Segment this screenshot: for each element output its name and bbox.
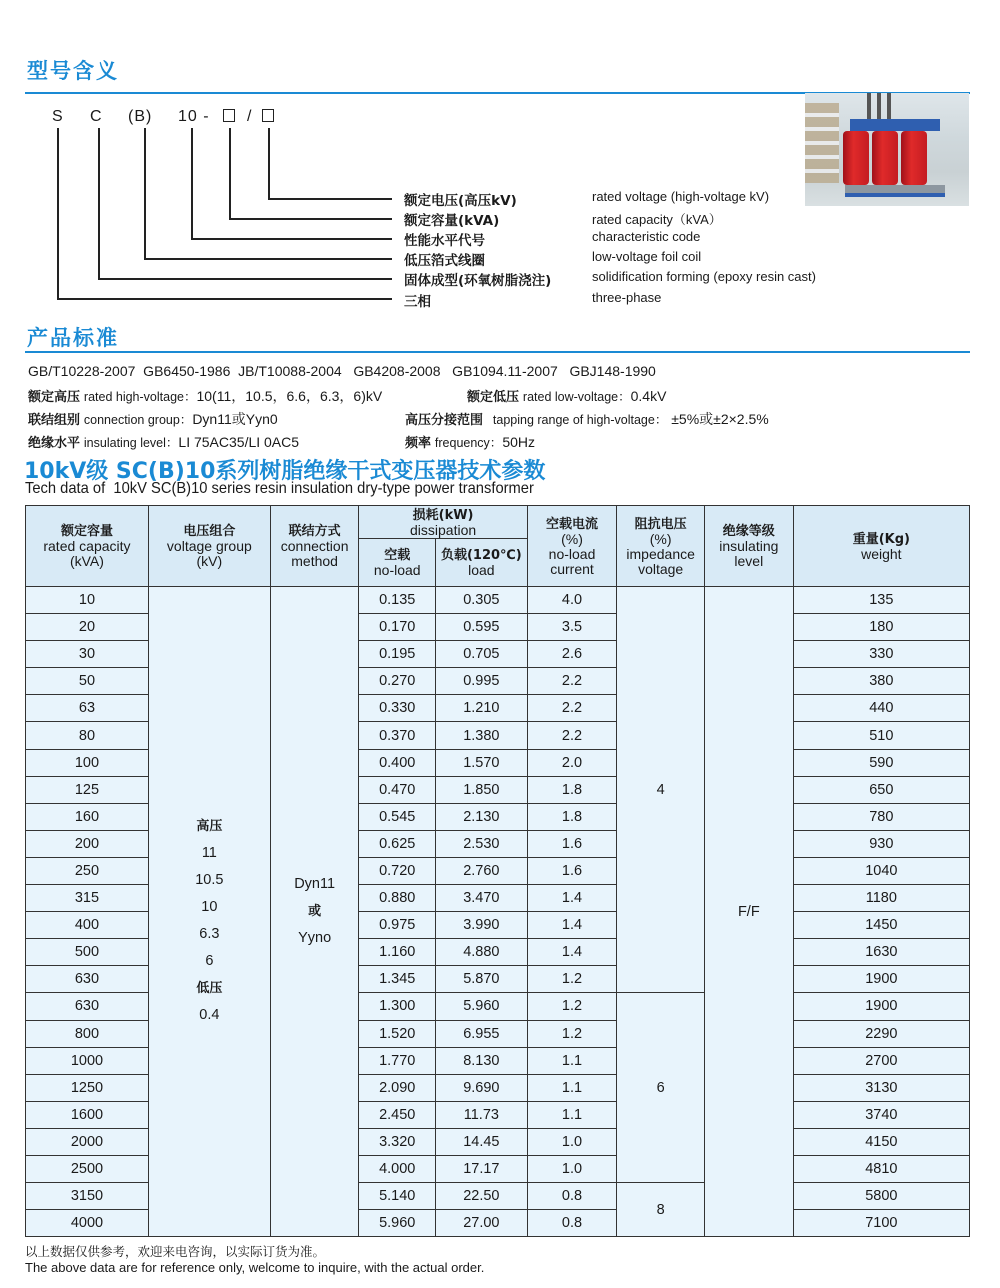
voltage-group-line: 10 [201,898,218,915]
cell-noload-current: 2.0 [527,749,617,776]
cell-capacity: 315 [26,885,149,912]
cell-capacity: 500 [26,939,149,966]
cell-impedance: 6 [617,993,705,1183]
cell-load-loss: 5.870 [436,966,528,993]
cell-noload-current: 1.2 [527,993,617,1020]
cell-noload-loss: 0.270 [359,668,436,695]
cell-noload-loss: 0.545 [359,803,436,830]
cell-noload-current: 1.2 [527,1020,617,1047]
cell-capacity: 160 [26,803,149,830]
header-connection: 联结方式 connection method [270,506,359,587]
header-voltage-group: 电压组合 voltage group (kV) [148,506,270,587]
cell-weight: 440 [793,695,969,722]
cell-load-loss: 2.130 [436,803,528,830]
cell-capacity: 1600 [26,1101,149,1128]
legend-en-solidification: solidification forming (epoxy resin cast) [592,269,816,284]
spec-frequency: 频率 frequency：50Hz [405,434,535,451]
cell-noload-current: 1.1 [527,1101,617,1128]
transformer-photo [805,93,969,206]
header-noload: 空载 no-load [359,539,436,587]
cell-weight: 5800 [793,1183,969,1210]
cell-noload-loss: 3.320 [359,1128,436,1155]
cell-noload-loss: 1.770 [359,1047,436,1074]
voltage-group-line: 6.3 [199,925,220,942]
model-code [0,108,300,128]
cell-load-loss: 1.380 [436,722,528,749]
cell-load-loss: 11.73 [436,1101,528,1128]
cell-weight: 180 [793,614,969,641]
cell-weight: 1040 [793,857,969,884]
legend-en-rated-voltage: rated voltage (high-voltage kV) [592,189,770,204]
cell-load-loss: 3.990 [436,912,528,939]
cell-capacity: 800 [26,1020,149,1047]
cell-load-loss: 3.470 [436,885,528,912]
code-s: S [52,108,64,125]
legend-cn-rated-capacity: 额定容量(kVA) [404,213,500,229]
tech-data-table [25,505,970,1237]
header-capacity: 额定容量 rated capacity (kVA) [26,506,149,587]
connection-line: 或 [308,904,322,920]
code-slash: / [247,108,253,125]
cell-load-loss: 27.00 [436,1210,528,1237]
cell-noload-current: 1.0 [527,1128,617,1155]
cell-noload-loss: 0.470 [359,776,436,803]
cell-noload-loss: 1.300 [359,993,436,1020]
cell-noload-loss: 0.370 [359,722,436,749]
cell-load-loss: 17.17 [436,1155,528,1182]
cell-capacity: 80 [26,722,149,749]
footnote-cn: 以上数据仅供参考，欢迎来电咨询，以实际订货为准。 [25,1244,326,1259]
cell-capacity: 4000 [26,1210,149,1237]
voltage-group-line: 高压 [196,818,223,834]
cell-noload-current: 1.0 [527,1155,617,1182]
cell-capacity: 20 [26,614,149,641]
cell-noload-loss: 0.135 [359,587,436,614]
voltage-group-line: 11 [201,844,217,861]
code-c: C [90,108,103,125]
cell-load-loss: 1.850 [436,776,528,803]
cell-capacity: 2000 [26,1128,149,1155]
cell-noload-loss: 2.090 [359,1074,436,1101]
cell-capacity: 63 [26,695,149,722]
cell-load-loss: 4.880 [436,939,528,966]
cell-weight: 510 [793,722,969,749]
header-weight: 重量(Kg) weight [793,506,969,587]
spec-connection-group: 联结组别 connection group：Dyn11或Yyn0 [28,411,278,428]
code-capacity-box [223,108,235,126]
cell-capacity: 630 [26,966,149,993]
cell-load-loss: 0.595 [436,614,528,641]
section-divider [25,351,970,353]
table-title-en: Tech data of 10kV SC(B)10 series resin insulation dry-type power transformer [25,480,534,497]
cell-noload-loss: 5.140 [359,1183,436,1210]
legend-cn-rated-voltage: 额定电压(高压kV) [404,193,517,209]
cell-weight: 3130 [793,1074,969,1101]
cell-capacity: 630 [26,993,149,1020]
legend-cn-solidification: 固体成型(环氧树脂浇注) [404,273,552,289]
cell-connection [270,587,359,1237]
cell-weight: 4810 [793,1155,969,1182]
section-title-standard: 产品标准 [27,326,119,350]
cell-weight: 135 [793,587,969,614]
header-dissipation: 损耗(kW) dissipation [359,506,527,539]
cell-capacity: 10 [26,587,149,614]
legend-cn-characteristic: 性能水平代号 [404,233,485,249]
cell-noload-loss: 2.450 [359,1101,436,1128]
cell-noload-loss: 1.160 [359,939,436,966]
voltage-group-line: 6 [205,952,214,969]
spec-tapping-range: 高压分接范围 tapping range of high-voltage： ±5%或±2×2.5% [405,411,769,428]
cell-capacity: 30 [26,641,149,668]
cell-noload-loss: 4.000 [359,1155,436,1182]
cell-voltage-group [148,587,270,1237]
cell-noload-current: 2.2 [527,695,617,722]
cell-load-loss: 0.995 [436,668,528,695]
cell-noload-loss: 5.960 [359,1210,436,1237]
cell-load-loss: 5.960 [436,993,528,1020]
cell-noload-current: 1.4 [527,885,617,912]
cell-noload-current: 2.6 [527,641,617,668]
cell-load-loss: 1.210 [436,695,528,722]
cell-capacity: 100 [26,749,149,776]
cell-capacity: 1250 [26,1074,149,1101]
cell-weight: 1450 [793,912,969,939]
cell-noload-loss: 0.720 [359,857,436,884]
cell-weight: 2290 [793,1020,969,1047]
cell-weight: 1180 [793,885,969,912]
cell-noload-loss: 1.345 [359,966,436,993]
cell-weight: 590 [793,749,969,776]
cell-capacity: 400 [26,912,149,939]
cell-load-loss: 0.705 [436,641,528,668]
cell-load-loss: 22.50 [436,1183,528,1210]
cell-noload-loss: 0.170 [359,614,436,641]
cell-load-loss: 6.955 [436,1020,528,1047]
cell-weight: 1900 [793,966,969,993]
cell-load-loss: 9.690 [436,1074,528,1101]
cell-weight: 7100 [793,1210,969,1237]
cell-capacity: 1000 [26,1047,149,1074]
cell-noload-current: 2.2 [527,722,617,749]
cell-noload-loss: 1.520 [359,1020,436,1047]
cell-load-loss: 1.570 [436,749,528,776]
cell-weight: 380 [793,668,969,695]
cell-noload-current: 1.1 [527,1047,617,1074]
cell-weight: 2700 [793,1047,969,1074]
footnote [25,1244,484,1276]
cell-capacity: 125 [26,776,149,803]
legend-en-three-phase: three-phase [592,290,662,305]
cell-noload-current: 1.4 [527,939,617,966]
cell-capacity: 250 [26,857,149,884]
standards-list: GB/T10228-2007 GB6450-1986 JB/T10088-2004 GB4208-2008 GB1094.11-2007 GBJ148-1990 [28,363,656,379]
cell-weight: 650 [793,776,969,803]
table-row [26,587,970,614]
code-b: (B) [128,108,153,125]
cell-noload-loss: 0.400 [359,749,436,776]
cell-insulation: F/F [704,587,793,1237]
cell-noload-current: 1.8 [527,803,617,830]
cell-noload-loss: 0.975 [359,912,436,939]
cell-noload-loss: 0.195 [359,641,436,668]
legend-cn-foil-coil: 低压箔式线圈 [404,253,485,269]
cell-load-loss: 8.130 [436,1047,528,1074]
code-voltage-box [262,108,274,126]
connection-line: Yyno [298,930,332,947]
cell-noload-loss: 0.330 [359,695,436,722]
cell-noload-current: 0.8 [527,1183,617,1210]
legend-cn-three-phase: 三相 [404,294,431,310]
cell-noload-current: 1.4 [527,912,617,939]
cell-weight: 1630 [793,939,969,966]
cell-noload-current: 1.6 [527,830,617,857]
cell-weight: 930 [793,830,969,857]
cell-impedance: 8 [617,1183,705,1237]
footnote-en: The above data are for reference only, welcome to inquire, with the actual order. [25,1260,485,1275]
cell-noload-current: 4.0 [527,587,617,614]
cell-noload-current: 0.8 [527,1210,617,1237]
cell-noload-loss: 0.625 [359,830,436,857]
cell-weight: 3740 [793,1101,969,1128]
voltage-group-line: 0.4 [199,1006,220,1023]
cell-noload-current: 1.2 [527,966,617,993]
header-impedance: 阻抗电压 (%) impedance voltage [617,506,705,587]
table-title-cn: 10kV级 SC(B)10系列树脂绝缘干式变压器技术参数 [24,459,546,484]
connection-line: Dyn11 [294,876,336,893]
cell-weight: 1900 [793,993,969,1020]
header-insulation: 绝缘等级 insulating level [704,506,793,587]
spec-rated-low-voltage: 额定低压 rated low-voltage：0.4kV [467,388,667,405]
legend-en-foil-coil: low-voltage foil coil [592,249,702,264]
cell-weight: 780 [793,803,969,830]
cell-noload-current: 2.2 [527,668,617,695]
cell-impedance: 4 [617,587,705,993]
cell-weight: 4150 [793,1128,969,1155]
cell-capacity: 50 [26,668,149,695]
cell-noload-current: 1.8 [527,776,617,803]
cell-noload-loss: 0.880 [359,885,436,912]
cell-noload-current: 3.5 [527,614,617,641]
cell-weight: 330 [793,641,969,668]
cell-load-loss: 14.45 [436,1128,528,1155]
section-title-model: 型号含义 [27,59,119,83]
cell-capacity: 2500 [26,1155,149,1182]
cell-capacity: 200 [26,830,149,857]
cell-load-loss: 2.530 [436,830,528,857]
header-noload-current: 空载电流 (%) no-load current [527,506,617,587]
cell-noload-current: 1.6 [527,857,617,884]
spec-rated-high-voltage: 额定高压 rated high-voltage：10(11，10.5，6.6，6.3，6)kV [28,388,383,405]
spec-insulating-level: 绝缘水平 insulating level：LI 75AC35/LI 0AC5 [28,434,300,451]
voltage-group-line: 10.5 [195,871,224,888]
voltage-group-line: 低压 [196,980,223,996]
legend-en-characteristic: characteristic code [592,229,701,244]
code-10: 10 - [178,108,210,125]
cell-load-loss: 0.305 [436,587,528,614]
header-load: 负载(120℃) load [436,539,528,587]
cell-capacity: 3150 [26,1183,149,1210]
cell-load-loss: 2.760 [436,857,528,884]
legend-en-rated-capacity: rated capacity（kVA） [592,212,722,227]
cell-noload-current: 1.1 [527,1074,617,1101]
